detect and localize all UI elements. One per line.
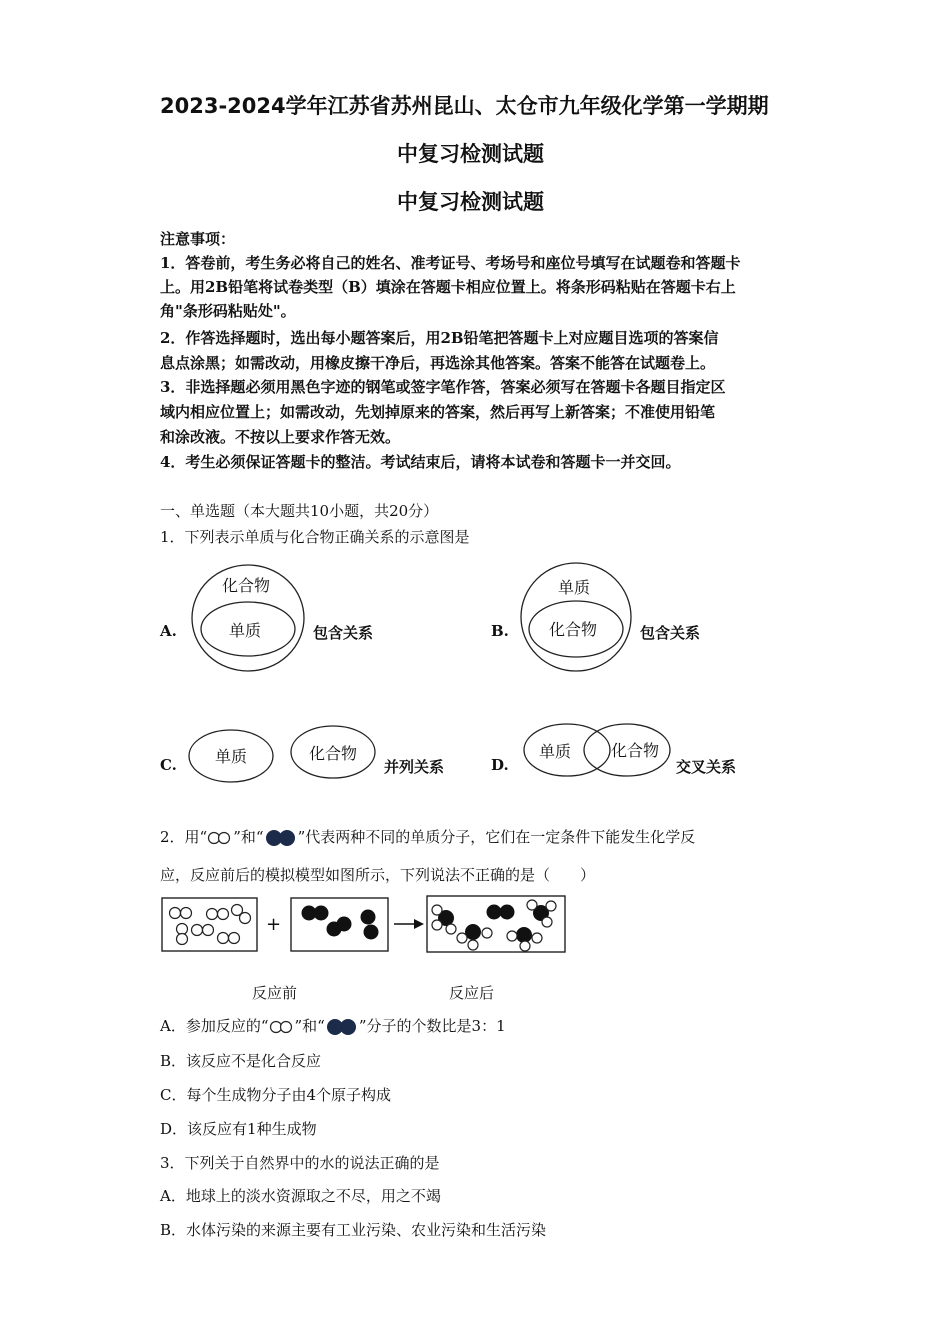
white-molecules	[170, 905, 251, 945]
white-atom	[482, 928, 492, 938]
white-atom	[520, 941, 530, 951]
notice-line: 4．考生必须保证答题卡的整洁。考试结束后，请将本试卷和答题卡一并交回。	[160, 453, 681, 471]
q1-a-outer-label: 化合物	[222, 576, 271, 595]
q2-option-a	[160, 1015, 506, 1036]
after-molecules	[432, 900, 556, 951]
black-molecule-icon	[325, 1018, 359, 1036]
white-atom	[432, 920, 442, 930]
white-atom	[542, 917, 552, 927]
q2-stem-part: 2．用“	[160, 828, 208, 846]
notice-line: 3．非选择题必须用黑色字迹的钢笔或签字笔作答，答案必须写在答题卡各题目指定区	[160, 378, 726, 396]
q2-option-a-part: ”分子的个数比是3：1	[358, 1017, 506, 1035]
after-label: 反应后	[449, 984, 495, 1002]
q2-option-c: C．每个生成物分子由4个原子构成	[160, 1086, 392, 1104]
white-atom	[468, 940, 478, 950]
q3-stem: 3．下列关于自然界中的水的说法正确的是	[160, 1154, 440, 1172]
q1-d-right-label: 化合物	[611, 741, 660, 760]
white-atom	[229, 933, 240, 944]
q1-option-b-relation: 包含关系	[640, 624, 701, 642]
q2-option-d: D．该反应有1种生成物	[160, 1120, 317, 1138]
black-molecules	[302, 906, 379, 940]
q1-d-left-label: 单质	[539, 742, 572, 761]
black-atom	[314, 906, 329, 921]
q2-stem-part: ”代表两种不同的单质分子，它们在一定条件下能发生化学反	[297, 828, 696, 846]
q1-option-d-relation: 交叉关系	[676, 758, 737, 776]
q1-option-c-letter: C.	[160, 756, 177, 774]
before-label: 反应前	[252, 984, 298, 1002]
q2-option-b: B．该反应不是化合反应	[160, 1052, 322, 1070]
q1-b-outer-label: 单质	[558, 578, 591, 597]
white-atom	[203, 925, 214, 936]
white-atom	[218, 909, 229, 920]
q1-c-left-label: 单质	[215, 747, 248, 766]
notice-heading: 注意事项：	[160, 230, 236, 248]
title-line-3: 中复习检测试题	[397, 190, 544, 214]
white-atom	[177, 934, 188, 945]
notice-line: 息点涂黑；如需改动，用橡皮擦干净后，再选涂其他答案。答案不能答在试题卷上。	[160, 354, 716, 372]
q2-stem-part: ”和“	[233, 828, 264, 846]
white-atom	[546, 901, 556, 911]
white-atom	[181, 908, 192, 919]
black-atom	[361, 910, 376, 925]
q2-option-a-part: A．参加反应的“	[160, 1017, 269, 1035]
q1-stem: 1．下列表示单质与化合物正确关系的示意图是	[160, 528, 470, 546]
q3-option-a: A．地球上的淡水资源取之不尽，用之不竭	[160, 1187, 441, 1205]
q1-option-a-relation: 包含关系	[313, 624, 374, 642]
white-atom	[170, 908, 181, 919]
white-atom	[240, 913, 251, 924]
black-atom	[500, 905, 515, 920]
q1-a-inner-label: 单质	[229, 621, 262, 640]
black-atom	[487, 905, 502, 920]
q3-option-b: B．水体污染的来源主要有工业污染、农业污染和生活污染	[160, 1221, 547, 1239]
notice-line: 角"条形码粘贴处"。	[160, 302, 296, 320]
black-atom	[337, 917, 352, 932]
white-atom	[207, 909, 218, 920]
white-atom	[527, 900, 537, 910]
black-atom	[364, 925, 379, 940]
q2-option-a-part: ”和“	[294, 1017, 325, 1035]
white-atom	[532, 933, 542, 943]
q2-stem-line-2: 应，反应前后的模拟模型如图所示，下列说法不正确的是（ ）	[160, 866, 596, 884]
q1-option-d-letter: D.	[491, 756, 509, 774]
q1-option-b-letter: B.	[491, 622, 509, 640]
title-line-1: 2023-2024学年江苏省苏州昆山、太仓市九年级化学第一学期期	[160, 94, 769, 118]
notice-line: 2．作答选择题时，选出每小题答案后，用2B铅笔把答题卡上对应题目选项的答案信	[160, 329, 719, 347]
notice-line: 上。用2B铅笔将试卷类型（B）填涂在答题卡相应位置上。将条形码粘贴在答题卡右上	[160, 278, 736, 296]
q1-c-right-label: 化合物	[309, 744, 358, 763]
reaction-arrow	[394, 919, 424, 929]
white-atom	[177, 924, 188, 935]
title-line-2: 中复习检测试题	[397, 142, 544, 166]
white-atom	[218, 933, 229, 944]
notice-line: 1．答卷前，考生务必将自己的姓名、准考证号、考场号和座位号填写在试题卷和答题卡	[160, 254, 741, 272]
white-molecule-icon	[269, 1020, 295, 1034]
white-atom	[446, 924, 456, 934]
notice-line: 域内相应位置上；如需改动，先划掉原来的答案，然后再写上新答案；不准使用铅笔	[160, 403, 716, 421]
white-atom	[192, 925, 203, 936]
q1-b-inner-label: 化合物	[549, 620, 598, 639]
notice-line: 和涂改液。不按以上要求作答无效。	[160, 428, 401, 446]
section-heading: 一、单选题（本大题共10小题，共20分）	[160, 502, 439, 520]
q1-option-a-letter: A.	[160, 622, 177, 640]
white-atom	[457, 933, 467, 943]
q1-option-c-relation: 并列关系	[384, 758, 445, 776]
white-atom	[432, 905, 442, 915]
white-atom	[507, 931, 517, 941]
plus-sign: +	[266, 914, 282, 935]
